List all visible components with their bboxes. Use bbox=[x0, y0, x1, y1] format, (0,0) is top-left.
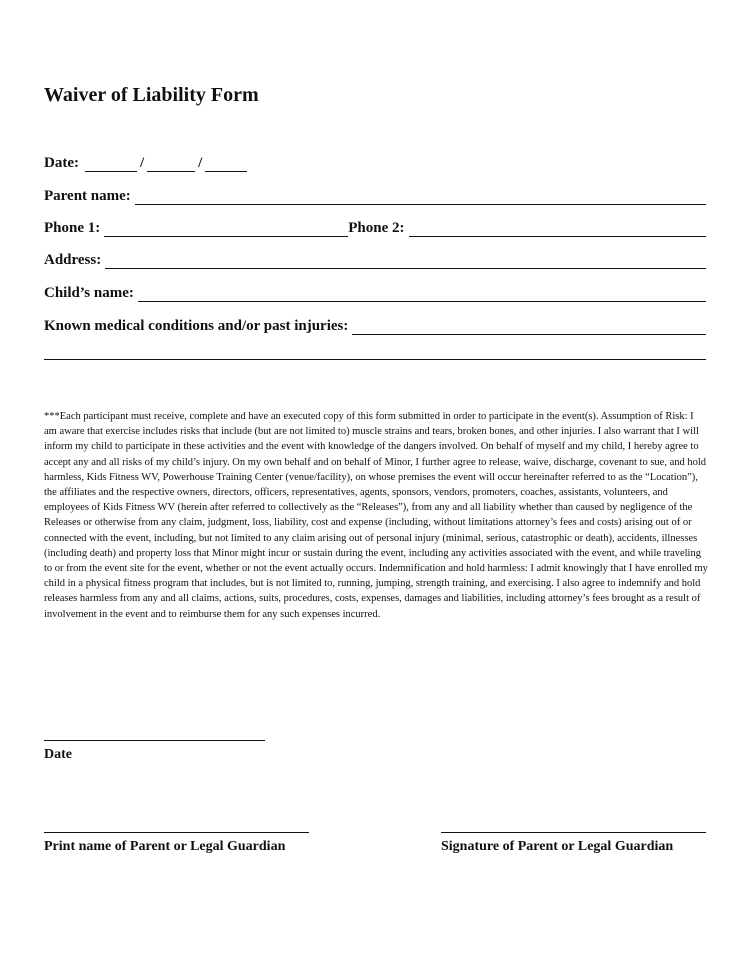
phone1-label: Phone 1: bbox=[44, 220, 101, 236]
medical-field-continuation[interactable] bbox=[44, 359, 706, 360]
phone2-label: Phone 2: bbox=[348, 220, 405, 236]
waiver-notice-text: ***Each participant must receive, complete and have an executed copy of this form submitted in order to participate in the event(s). Assumption of Risk: I am aware that exercise includes risks that include (but are not limited to) muscle strains and tears, broken bones, and other injuries. I also warrant that I will inform my child to participate in these activities and the event with knowledge of the dangers involved. On behalf of myself and my child, I hereby agree to accept any and all risks of my child’s injury. On my own behalf and on behalf of Minor, I further agree to release, waive, discharge, covenant to sue, and hold harmless, Kids Fitness WV, Powerhouse Training Center (venue/facility), on whose premises the event will occur hereinafter referred to as the “Location”), the affiliates and the respective owners, directors, officers, representatives, agents, sponsors, vendors, promoters, coaches, assistants, volunteers, and employees of Kids Fitness WV (herein after referred to collectively as the “Releases”), from any and all liability whether than caused by negligence of the Releases or otherwise from any claim, judgment, loss, liability, cost and expense (including, without limitations attorney’s fees and costs) arising out of or connected with the event, including, but not limited to any claim arising out of personal injury (minimal, serious, catastrophic or death), accidents, illnesses (including death) and property loss that Minor might incur or sustain during the event, including any activities associated with the event, and while traveling to or from the event site for the event, whether or not the event actually occurs. Indemnification and hold harmless: I admit knowingly that I have enrolled my child in a physical fitness program that includes, but is not limited to, running, jumping, strength training, and exercising. I also agree to indemnify and hold releases harmless from any and all claims, actions, suits, procedures, costs, expenses, damages and liabilities, including attorney’s fees brought as a result of involvement in the event and to reimburse them for any such expenses incurred. bbox=[44, 411, 708, 620]
child-name-field[interactable] bbox=[138, 287, 706, 302]
date-separator: / bbox=[198, 155, 203, 171]
date-signature-line[interactable] bbox=[44, 740, 265, 741]
date-separator: / bbox=[139, 155, 145, 171]
parent-name-label: Parent name: bbox=[44, 188, 131, 204]
address-label: Address: bbox=[44, 252, 102, 268]
medical-label: Known medical conditions and/or past injuries: bbox=[44, 318, 349, 334]
child-name-label: Child’s name: bbox=[44, 285, 134, 301]
signature-label: Signature of Parent or Legal Guardian bbox=[441, 839, 674, 854]
form-title: Waiver of Liability Form bbox=[44, 84, 259, 106]
child-name-row bbox=[44, 280, 706, 302]
phone-row bbox=[44, 215, 706, 237]
medical-field[interactable] bbox=[352, 320, 706, 335]
date-row bbox=[44, 150, 706, 172]
date-month-field[interactable] bbox=[85, 157, 137, 172]
address-field[interactable] bbox=[105, 254, 706, 269]
date-label: Date: bbox=[44, 155, 79, 171]
parent-name-field[interactable] bbox=[135, 190, 706, 205]
print-name-line[interactable] bbox=[44, 832, 309, 833]
phone2-field[interactable] bbox=[409, 222, 707, 237]
date-day-field[interactable] bbox=[147, 157, 195, 172]
medical-row bbox=[44, 313, 706, 335]
parent-name-row bbox=[44, 183, 706, 205]
date-signature-label: Date bbox=[44, 747, 72, 762]
signature-line[interactable] bbox=[441, 832, 706, 833]
date-year-field[interactable] bbox=[205, 157, 247, 172]
print-name-label: Print name of Parent or Legal Guardian bbox=[44, 839, 286, 854]
address-row bbox=[44, 247, 706, 269]
phone1-field[interactable] bbox=[104, 222, 348, 237]
